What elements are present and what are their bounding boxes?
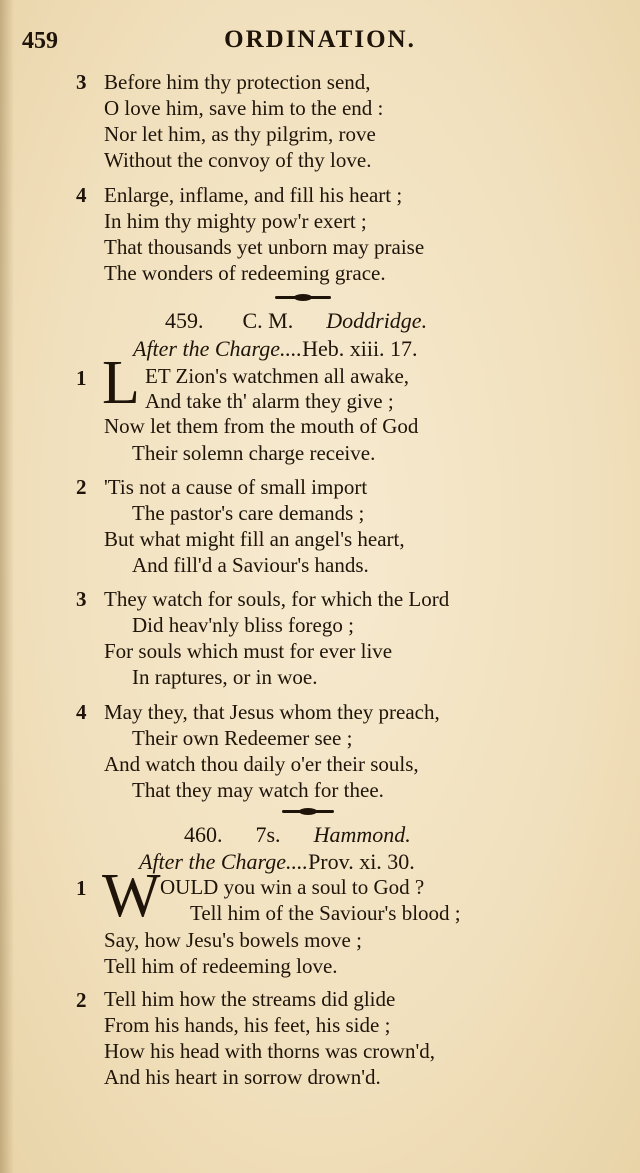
drop-capital: L: [102, 349, 140, 417]
verse-line: Tell him of redeeming love.: [104, 954, 338, 978]
verse-line: 'Tis not a cause of small import: [104, 475, 368, 499]
hymn-meter: C. M.: [242, 308, 294, 333]
stanza-number: 3: [76, 70, 87, 94]
verse-line: And watch thou daily o'er their souls,: [104, 752, 419, 776]
verse-line: And fill'd a Saviour's hands.: [132, 553, 369, 577]
verse-line: Their solemn charge receive.: [132, 441, 376, 465]
verse-line: They watch for souls, for which the Lord: [104, 587, 450, 611]
verse-line: From his hands, his feet, his side ;: [104, 1013, 391, 1037]
verse-line: How his head with thorns was crown'd,: [104, 1039, 435, 1063]
stanza-number: 2: [76, 475, 87, 499]
verse-line: Tell him of the Saviour's blood ;: [190, 901, 461, 925]
verse-line: Tell him how the streams did glide: [104, 987, 396, 1011]
verse-line: O love him, save him to the end :: [104, 96, 384, 120]
stanza-number: 1: [76, 366, 87, 390]
verse-line: For souls which must for ever live: [104, 639, 393, 663]
section-divider: [282, 810, 334, 813]
verse-line: ET Zion's watchmen all awake,: [145, 364, 410, 388]
stanza-number: 4: [76, 700, 87, 724]
hymn-meter: 7s.: [255, 822, 281, 847]
hymn-heading: [184, 822, 411, 848]
page-number: 459: [22, 28, 58, 54]
hymn-occasion: After the Charge....: [133, 336, 303, 361]
verse-line: Without the convoy of thy love.: [104, 148, 372, 172]
verse-line: That they may watch for thee.: [132, 778, 384, 802]
verse-line: Before him thy protection send,: [104, 70, 371, 94]
hymn-number: 459.: [165, 308, 204, 333]
verse-line: May they, that Jesus whom they preach,: [104, 700, 440, 724]
running-header-text: ORDINATION.: [224, 26, 416, 53]
stanza-number: 2: [76, 988, 87, 1012]
running-header: [0, 26, 640, 54]
verse-line: Did heav'nly bliss forego ;: [132, 613, 354, 637]
stanza-number: 1: [76, 876, 87, 900]
hymn-reference: Heb. xiii. 17.: [302, 336, 418, 361]
verse-line: Nor let him, as thy pilgrim, rove: [104, 122, 376, 146]
hymn-heading: [165, 308, 427, 334]
verse-line: OULD you win a soul to God ?: [160, 875, 425, 899]
verse-line: Say, how Jesu's bowels move ;: [104, 928, 362, 952]
verse-line: Their own Redeemer see ;: [132, 726, 353, 750]
verse-line: Now let them from the mouth of God: [104, 414, 419, 438]
section-divider: [275, 296, 331, 299]
hymn-reference: Prov. xi. 30.: [308, 849, 415, 874]
hymn-author: Hammond.: [313, 822, 411, 847]
hymn-occasion: After the Charge....: [139, 849, 309, 874]
verse-line: But what might fill an angel's heart,: [104, 527, 405, 551]
hymn-occasion-line: [133, 336, 418, 362]
verse-line: In raptures, or in woe.: [132, 665, 318, 689]
verse-line: The wonders of redeeming grace.: [104, 261, 386, 285]
hymn-number: 460.: [184, 822, 223, 847]
page-gutter-shadow: [0, 0, 14, 1173]
hymn-occasion-line: [139, 849, 415, 875]
verse-line: That thousands yet unborn may praise: [104, 235, 425, 259]
verse-line: The pastor's care demands ;: [132, 501, 365, 525]
stanza-number: 4: [76, 183, 87, 207]
hymn-author: Doddridge.: [326, 308, 428, 333]
verse-line: In him thy mighty pow'r exert ;: [104, 209, 367, 233]
verse-line: And his heart in sorrow drown'd.: [104, 1065, 381, 1089]
stanza-number: 3: [76, 587, 87, 611]
verse-line: And take th' alarm they give ;: [145, 389, 394, 413]
drop-capital: W: [102, 862, 161, 930]
verse-line: Enlarge, inflame, and fill his heart ;: [104, 183, 403, 207]
